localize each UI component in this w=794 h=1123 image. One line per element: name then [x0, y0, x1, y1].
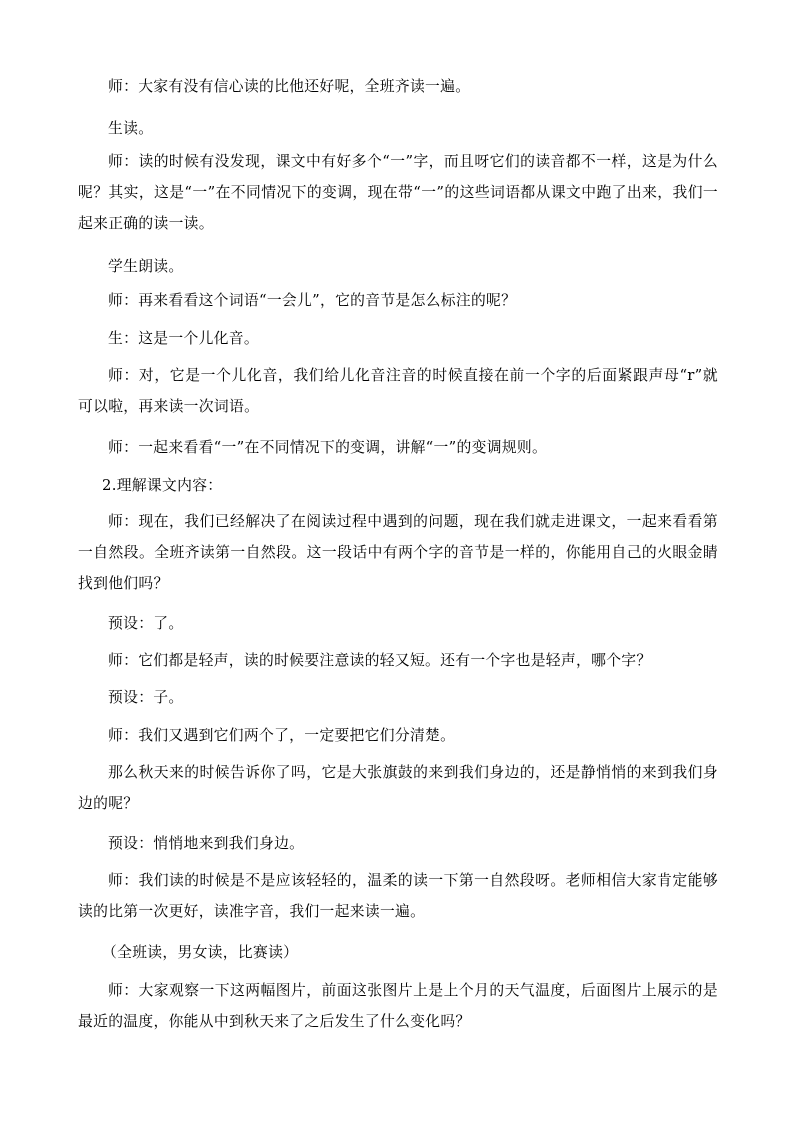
paragraph-1: 师：大家有没有信心读的比他还好呢，全班齐读一遍。	[108, 78, 471, 95]
paragraph-10: 预设：了。	[108, 615, 184, 632]
paragraph-11: 师：它们都是轻声，读的时候要注意读的轻又短。还有一个字也是轻声，哪个字？	[108, 652, 652, 669]
paragraph-14: 那么秋天来的时候告诉你了吗，它是大张旗鼓的来到我们身边的，还是静悄悄的来到我们身边的呢？	[78, 764, 718, 812]
paragraph-4: 学生朗读。	[108, 258, 184, 275]
paragraph-15: 预设：悄悄地来到我们身边。	[108, 835, 305, 852]
paragraph-6: 生：这是一个儿化音。	[108, 330, 259, 347]
paragraph-7: 师：对，它是一个儿化音，我们给儿化音注音的时候直接在前一个字的后面紧跟声母“r”就可以啦，再来读一次词语。	[78, 367, 718, 415]
paragraph-12: 预设：子。	[108, 689, 184, 706]
paragraph-2: 生读。	[108, 120, 154, 137]
paragraph-3: 师：读的时候有没发现，课文中有好多个“一”字，而且呀它们的读音都不一样，这是为什么呢？其实，这是“一”在不同情况下的变调，现在带“一”的这些词语都从课文中跑了出来，我们一起来正确的读一读。	[78, 153, 718, 232]
paragraph-13: 师：我们又遇到它们两个了，一定要把它们分清楚。	[108, 727, 456, 744]
paragraph-5: 师：再来看看这个词语“一会儿”，它的音节是怎么标注的呢？	[108, 292, 517, 309]
section-heading: 2.理解课文内容：	[102, 477, 223, 494]
paragraph-17: （全班读，男女读，比赛读）	[102, 944, 299, 961]
paragraph-8: 师：一起来看看“一”在不同情况下的变调，讲解“一”的变调规则。	[108, 439, 548, 456]
paragraph-18: 师：大家观察一下这两幅图片，前面这张图片上是上个月的天气温度，后面图片上展示的是最近的温度，你能从中到秋天来了之后发生了什么变化吗？	[78, 982, 718, 1030]
paragraph-16: 师：我们读的时候是不是应该轻轻的，温柔的读一下第一自然段呀。老师相信大家肯定能够读的比第一次更好，读准字音，我们一起来读一遍。	[78, 872, 718, 920]
paragraph-9: 师：现在，我们已经解决了在阅读过程中遇到的问题，现在我们就走进课文，一起来看看第一自然段。全班齐读第一自然段。这一段话中有两个字的音节是一样的，你能用自己的火眼金睛找到他们吗？	[78, 513, 718, 592]
